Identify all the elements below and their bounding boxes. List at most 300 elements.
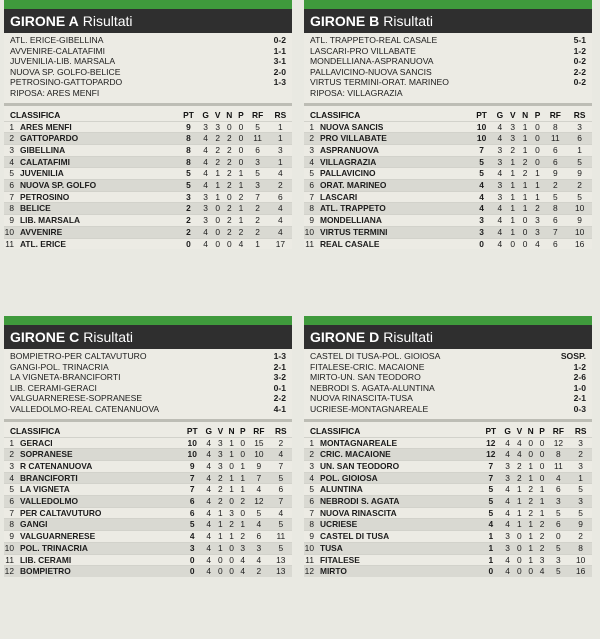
stat-cell: 4 — [203, 437, 216, 449]
stat-cell: 4 — [203, 519, 216, 531]
stat-cell: 2 — [223, 203, 235, 215]
stat-cell: 9 — [567, 215, 592, 227]
stat-cell: 3 — [569, 460, 592, 472]
group-panel-a — [4, 0, 292, 249]
stat-cell: 0 — [226, 554, 238, 566]
stat-cell: 4 — [501, 484, 514, 496]
column-header: RS — [574, 425, 587, 436]
match-score: 1-2 — [573, 45, 586, 56]
rank-cell: 4 — [304, 472, 314, 484]
table-row — [304, 554, 592, 566]
stat-cell: 5 — [270, 472, 292, 484]
team-name: GIBELLINA — [14, 144, 178, 156]
column-header: PT — [186, 425, 198, 436]
stat-cell: 1 — [525, 542, 537, 554]
group-header — [4, 325, 292, 349]
table-row — [304, 542, 592, 554]
stat-cell: 4 — [270, 507, 292, 519]
stat-cell: 9 — [178, 121, 199, 133]
result-row — [10, 404, 286, 415]
stat-cell: 4 — [501, 566, 514, 577]
stat-cell: 6 — [269, 191, 292, 203]
table-row — [304, 472, 592, 484]
table-row — [304, 180, 592, 192]
stat-cell: 4 — [199, 180, 212, 192]
group-panel-b — [304, 0, 592, 249]
team-name: LIB. CERAMI — [14, 554, 182, 566]
team-name: VIRTUS TERMINI — [314, 226, 470, 238]
stat-cell: 11 — [270, 531, 292, 543]
table-row — [4, 144, 292, 156]
rank-cell: 11 — [305, 554, 314, 565]
green-stripe — [4, 0, 292, 9]
stat-cell: 2 — [537, 531, 548, 543]
team-name: BELICE — [14, 203, 178, 215]
stat-cell: 12 — [248, 496, 269, 508]
match-score: 0-2 — [573, 77, 586, 88]
stat-cell: 2 — [223, 156, 235, 168]
stat-cell: 2 — [223, 133, 235, 145]
standings-header-row — [4, 425, 292, 438]
stat-cell: 3 — [507, 121, 519, 133]
stat-cell: 0 — [548, 531, 570, 543]
stat-cell: 4 — [248, 484, 269, 496]
match-label: RIPOSA: ARES MENFI — [10, 87, 100, 98]
stat-cell: 2 — [237, 531, 248, 543]
result-row — [10, 77, 286, 88]
stat-cell: 1 — [519, 144, 532, 156]
match-score: 3-1 — [273, 56, 286, 67]
match-score: 0-1 — [273, 382, 286, 393]
stat-cell: 2 — [519, 156, 532, 168]
team-name: UCRIESE — [314, 519, 480, 531]
stat-cell: 2 — [248, 566, 269, 577]
table-row — [4, 133, 292, 145]
stat-cell: 1 — [226, 472, 238, 484]
match-label: NEBRODI S. AGATA-ALUNTINA — [310, 382, 435, 393]
group-header — [304, 9, 592, 33]
stat-cell: 4 — [470, 203, 493, 215]
table-row — [4, 191, 292, 203]
result-row — [10, 67, 286, 78]
stat-cell: 3 — [215, 449, 226, 461]
match-score: 1-1 — [273, 45, 286, 56]
stat-cell: 5 — [543, 191, 567, 203]
stat-cell: 2 — [519, 168, 532, 180]
stat-cell: 8 — [178, 144, 199, 156]
stat-cell: 4 — [532, 238, 544, 249]
stat-cell: 5 — [567, 156, 592, 168]
match-label: CASTEL DI TUSA-POL. GIOIOSA — [310, 351, 441, 361]
stat-cell: 4 — [203, 449, 216, 461]
stat-cell: 3 — [237, 542, 248, 554]
stat-cell: 10 — [470, 121, 493, 133]
stat-cell: 1 — [507, 156, 519, 168]
rank-cell: 2 — [4, 449, 14, 461]
group-title: GIRONE A — [10, 13, 79, 29]
stat-cell: 4 — [235, 238, 246, 249]
stat-cell: 8 — [548, 449, 570, 461]
stat-cell: 6 — [543, 215, 567, 227]
stat-cell: 1 — [525, 460, 537, 472]
stat-cell: 4 — [237, 566, 248, 577]
stat-cell: 0 — [532, 133, 544, 145]
stat-cell: 5 — [182, 519, 203, 531]
match-label: ATL. ERICE-GIBELLINA — [10, 35, 104, 45]
table-row — [304, 507, 592, 519]
stat-cell: 4 — [493, 168, 507, 180]
stat-cell: 1 — [537, 496, 548, 508]
stat-cell: 4 — [199, 144, 212, 156]
stat-cell: 5 — [470, 168, 493, 180]
stat-cell: 3 — [199, 191, 212, 203]
stat-cell: 1 — [235, 168, 246, 180]
result-row — [310, 46, 586, 57]
stat-cell: 2 — [223, 168, 235, 180]
stat-cell: 1 — [532, 191, 544, 203]
stat-cell: 4 — [480, 519, 501, 531]
stat-cell: 4 — [501, 519, 514, 531]
stat-cell: 1 — [525, 519, 537, 531]
stat-cell: 1 — [237, 472, 248, 484]
column-header: V — [516, 425, 523, 436]
stat-cell: 1 — [269, 133, 292, 145]
match-label: RIPOSA: VILLAGRAZIA — [310, 87, 403, 98]
team-name: VALGUARNERESE — [14, 531, 182, 543]
stat-cell: 0 — [532, 121, 544, 133]
separator — [304, 103, 592, 106]
stat-cell: 6 — [182, 496, 203, 508]
column-header: P — [534, 109, 541, 120]
rank-cell: 5 — [4, 168, 14, 180]
stat-cell: 2 — [514, 472, 525, 484]
table-row — [304, 449, 592, 461]
green-stripe — [304, 0, 592, 9]
stat-cell: 1 — [525, 472, 537, 484]
stat-cell: 2 — [514, 460, 525, 472]
column-header: CLASSIFICA — [10, 109, 61, 120]
stat-cell: 6 — [270, 484, 292, 496]
stat-cell: 7 — [543, 226, 567, 238]
rank-cell: 6 — [4, 180, 14, 192]
team-name: VALLEDOLMO — [14, 496, 182, 508]
stat-cell: 4 — [269, 168, 292, 180]
group-panel-d — [304, 316, 592, 577]
stat-cell: 5 — [569, 507, 592, 519]
match-label: ATL. TRAPPETO-REAL CASALE — [310, 35, 438, 45]
result-row — [310, 351, 586, 362]
stat-cell: 2 — [532, 203, 544, 215]
standings-header-row — [4, 109, 292, 122]
stat-cell: 0 — [507, 238, 519, 249]
stat-cell: 2 — [543, 180, 567, 192]
match-label: LA VIGNETA-BRANCIFORTI — [10, 372, 121, 383]
team-name: LIB. MARSALA — [14, 215, 178, 227]
stat-cell: 5 — [480, 507, 501, 519]
stat-cell: 10 — [567, 203, 592, 215]
stat-cell: 1 — [237, 519, 248, 531]
team-name: ATL. TRAPPETO — [314, 203, 470, 215]
rank-cell: 9 — [304, 215, 314, 227]
rank-cell: 1 — [304, 437, 314, 449]
result-row — [310, 77, 586, 88]
stat-cell: 3 — [507, 133, 519, 145]
stat-cell: 1 — [212, 180, 223, 192]
stat-cell: 4 — [203, 496, 216, 508]
stat-cell: 3 — [199, 203, 212, 215]
stat-cell: 1 — [480, 542, 501, 554]
standings-table — [4, 109, 292, 250]
stat-cell: 0 — [519, 226, 532, 238]
match-score: 0-2 — [273, 35, 286, 45]
stat-cell: 0 — [237, 437, 248, 449]
stat-cell: 4 — [493, 226, 507, 238]
stat-cell: 2 — [212, 156, 223, 168]
table-row — [4, 531, 292, 543]
result-row — [10, 393, 286, 404]
stat-cell: 0 — [235, 133, 246, 145]
stat-cell: 1 — [246, 238, 268, 249]
results-list — [304, 349, 592, 415]
stat-cell: 7 — [182, 484, 203, 496]
stat-cell: 3 — [537, 554, 548, 566]
table-row — [4, 484, 292, 496]
stat-cell: 4 — [203, 484, 216, 496]
team-name: NUOVA SP. GOLFO — [14, 180, 178, 192]
table-row — [304, 133, 592, 145]
stat-cell: 13 — [270, 566, 292, 577]
stat-cell: 2 — [525, 484, 537, 496]
column-header: P — [539, 425, 545, 436]
stat-cell: 1 — [235, 215, 246, 227]
match-label: VALLEDOLMO-REAL CATENANUOVA — [10, 403, 160, 414]
team-name: ATL. ERICE — [14, 238, 178, 249]
stat-cell: 3 — [501, 542, 514, 554]
table-row — [4, 226, 292, 238]
stat-cell: 1 — [212, 168, 223, 180]
table-row — [4, 496, 292, 508]
group-header — [304, 325, 592, 349]
stat-cell: 2 — [569, 531, 592, 543]
stat-cell: 1 — [215, 507, 226, 519]
stat-cell: 1 — [514, 507, 525, 519]
stat-cell: 4 — [269, 226, 292, 238]
column-header: N — [228, 425, 235, 436]
rank-cell: 8 — [304, 203, 314, 215]
team-name: ALUNTINA — [314, 484, 480, 496]
group-subtitle: Risultati — [83, 329, 134, 345]
stat-cell: 4 — [237, 554, 248, 566]
match-label: VIRTUS TERMINI-ORAT. MARINEO — [310, 77, 449, 88]
stat-cell: 0 — [514, 554, 525, 566]
stat-cell: 12 — [480, 437, 501, 449]
match-label: FITALESE-CRIC. MACAIONE — [310, 361, 425, 372]
stat-cell: 3 — [569, 496, 592, 508]
rank-cell: 6 — [304, 180, 314, 192]
stat-cell: 4 — [199, 133, 212, 145]
stat-cell: 1 — [215, 542, 226, 554]
rank-cell: 12 — [4, 566, 14, 577]
team-name: POL. TRINACRIA — [14, 542, 182, 554]
stat-cell: 1 — [532, 180, 544, 192]
stat-cell: 0 — [212, 226, 223, 238]
team-name: ORAT. MARINEO — [314, 180, 470, 192]
table-row — [4, 472, 292, 484]
stat-cell: 1 — [519, 180, 532, 192]
stat-cell: 3 — [567, 121, 592, 133]
stat-cell: 3 — [470, 226, 493, 238]
team-name: BRANCIFORTI — [14, 472, 182, 484]
rank-cell: 1 — [304, 121, 314, 133]
table-row — [304, 121, 592, 133]
table-row — [4, 449, 292, 461]
team-name: CASTEL DI TUSA — [314, 531, 480, 543]
table-row — [304, 144, 592, 156]
rank-cell: 3 — [4, 144, 14, 156]
stat-cell: 3 — [501, 460, 514, 472]
stat-cell: 4 — [248, 554, 269, 566]
stat-cell: 4 — [501, 437, 514, 449]
result-row — [310, 35, 586, 46]
stat-cell: 5 — [178, 180, 199, 192]
match-score: 2-2 — [573, 66, 586, 77]
column-header: V — [214, 109, 221, 120]
stat-cell: 1 — [226, 484, 238, 496]
match-label: BOMPIETRO-PER CALTAVUTURO — [10, 351, 147, 361]
rank-cell: 11 — [5, 238, 14, 249]
rank-cell: 7 — [4, 507, 14, 519]
group-subtitle: Risultati — [82, 13, 133, 29]
stat-cell: 1 — [525, 531, 537, 543]
stat-cell: 9 — [567, 168, 592, 180]
stat-cell: 1 — [237, 460, 248, 472]
team-name: NEBRODI S. AGATA — [314, 496, 480, 508]
group-panel-c — [4, 316, 292, 577]
stat-cell: 3 — [532, 215, 544, 227]
stat-cell: 3 — [199, 121, 212, 133]
stat-cell: 0 — [215, 554, 226, 566]
stat-cell: 2 — [246, 215, 268, 227]
column-header: N — [226, 109, 233, 120]
green-stripe — [304, 316, 592, 325]
team-name: UN. SAN TEODORO — [314, 460, 480, 472]
column-header: RF — [253, 425, 265, 436]
stat-cell: 1 — [537, 484, 548, 496]
table-row — [304, 168, 592, 180]
stat-cell: 3 — [548, 496, 570, 508]
stat-cell: 2 — [525, 507, 537, 519]
table-row — [4, 566, 292, 577]
stat-cell: 0 — [215, 566, 226, 577]
stat-cell: 1 — [519, 133, 532, 145]
stat-cell: 4 — [514, 437, 525, 449]
stat-cell: 6 — [548, 519, 570, 531]
match-score: 5-1 — [573, 35, 586, 45]
stat-cell: 2 — [178, 226, 199, 238]
rank-cell: 8 — [4, 203, 14, 215]
stat-cell: 4 — [501, 507, 514, 519]
standings-header-row — [304, 109, 592, 122]
stat-cell: 4 — [501, 554, 514, 566]
stat-cell: 9 — [543, 168, 567, 180]
match-score: 2-1 — [273, 361, 286, 372]
stat-cell: 4 — [493, 121, 507, 133]
stat-cell: 3 — [226, 507, 238, 519]
stat-cell: 3 — [493, 180, 507, 192]
stat-cell: 6 — [543, 156, 567, 168]
stat-cell: 1 — [226, 449, 238, 461]
stat-cell: 5 — [548, 542, 570, 554]
stat-cell: 11 — [543, 133, 567, 145]
stat-cell: 2 — [270, 437, 292, 449]
team-name: PALLAVICINO — [314, 168, 470, 180]
match-score: 0-3 — [573, 403, 586, 414]
stat-cell: 1 — [514, 519, 525, 531]
rank-cell: 7 — [4, 191, 14, 203]
table-row — [4, 180, 292, 192]
stat-cell: 2 — [215, 484, 226, 496]
rank-cell: 4 — [4, 156, 14, 168]
column-header: V — [217, 425, 224, 436]
stat-cell: 4 — [548, 472, 570, 484]
stat-cell: 1 — [537, 507, 548, 519]
stat-cell: 3 — [470, 215, 493, 227]
team-name: MONTAGNAREALE — [314, 437, 480, 449]
stat-cell: 9 — [182, 460, 203, 472]
stat-cell: 7 — [270, 496, 292, 508]
team-name: R CATENANUOVA — [14, 460, 182, 472]
stat-cell: 1 — [480, 531, 501, 543]
rank-cell: 3 — [304, 460, 314, 472]
match-score: 2-0 — [273, 66, 286, 77]
results-list — [304, 33, 592, 99]
stat-cell: 2 — [223, 180, 235, 192]
group-header — [4, 9, 292, 33]
standings-table — [304, 425, 592, 577]
stat-cell: 7 — [246, 191, 268, 203]
stat-cell: 0 — [480, 566, 501, 577]
match-label: VALGUARNERESE-SOPRANESE — [10, 393, 143, 404]
results-list — [4, 349, 292, 415]
stat-cell: 1 — [269, 121, 292, 133]
table-row — [304, 519, 592, 531]
stat-cell: 0 — [470, 238, 493, 249]
stat-cell: 4 — [493, 203, 507, 215]
stat-cell: 0 — [237, 507, 248, 519]
stat-cell: 4 — [203, 472, 216, 484]
rank-cell: 9 — [304, 531, 314, 543]
stat-cell: 3 — [199, 215, 212, 227]
group-subtitle: Risultati — [383, 329, 434, 345]
stat-cell: 3 — [248, 542, 269, 554]
stat-cell: 3 — [501, 472, 514, 484]
team-name: SOPRANESE — [14, 449, 182, 461]
stat-cell: 0 — [182, 566, 203, 577]
stat-cell: 4 — [248, 519, 269, 531]
rank-cell: 10 — [304, 226, 314, 237]
column-header: RS — [274, 425, 287, 436]
rank-cell: 3 — [304, 144, 314, 156]
stat-cell: 4 — [182, 531, 203, 543]
table-row — [304, 460, 592, 472]
result-row — [310, 56, 586, 67]
stat-cell: 6 — [248, 531, 269, 543]
result-row — [310, 362, 586, 373]
stat-cell: 4 — [270, 449, 292, 461]
result-row — [310, 393, 586, 404]
table-row — [304, 484, 592, 496]
table-row — [304, 531, 592, 543]
